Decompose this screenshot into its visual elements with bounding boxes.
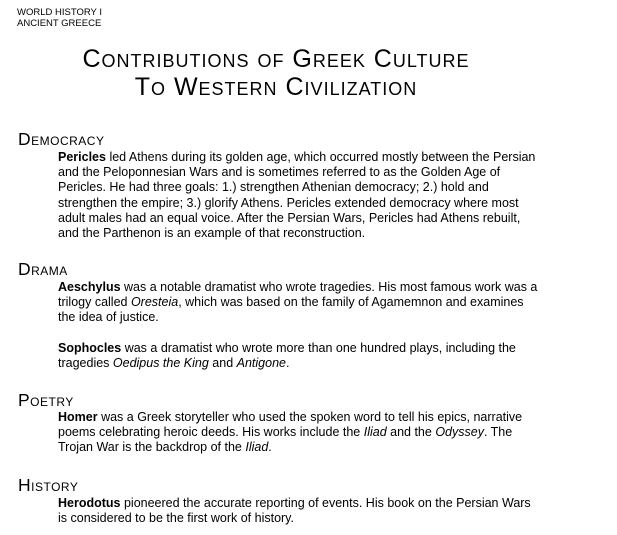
- text-homer-d: .: [268, 440, 272, 455]
- course-label: [17, 7, 102, 29]
- text-homer-c: . The Trojan War is the backdrop of the: [58, 425, 513, 455]
- work-antigone: Antigone: [236, 356, 286, 371]
- name-aeschylus: Aeschylus: [58, 280, 121, 294]
- name-homer: Homer: [58, 410, 98, 424]
- paragraph-sophocles: [58, 341, 543, 371]
- name-pericles: Pericles: [58, 150, 106, 164]
- section-heading-drama: Drama: [18, 259, 68, 279]
- text-pericles: led Athens during its golden age, which occurred mostly between the Persian and the Peloponnesian Wars and is sometimes referred to as the Golden Age of Pericles. He had three goals: 1.) strengthen Athenian democracy; 2.) hold and strengthen the empire; 3.) glorify Athens. Pericles extended democracy where most adult males had an equal voice. After the Persian Wars, Pericles had Athens rebuilt, and the Parthenon is an example of that reconstruction.: [58, 150, 536, 241]
- name-herodotus: Herodotus: [58, 496, 121, 510]
- text-aeschylus-a: was a notable dramatist who wrote tragedies. His most famous work was a trilogy called: [58, 280, 538, 310]
- section-heading-poetry: Poetry: [18, 390, 74, 410]
- section-heading-democracy: Democracy: [18, 129, 105, 149]
- text-homer-a: was a Greek storyteller who used the spoken word to tell his epics, narrative poems celebrating heroic deeds. His works include the: [58, 410, 523, 440]
- work-iliad: Iliad: [363, 425, 387, 440]
- paragraph-homer: [58, 410, 543, 456]
- course-line-1: WORLD HISTORY I: [17, 7, 102, 18]
- text-aeschylus-b: , which was based on the family of Agamemnon and examines the idea of justice.: [58, 295, 524, 325]
- paragraph-herodotus: [58, 496, 543, 526]
- work-oresteia: Oresteia: [130, 295, 179, 310]
- paragraph-aeschylus: [58, 280, 543, 326]
- work-iliad-2: Iliad: [245, 440, 269, 455]
- text-sophocles-b: and: [208, 356, 237, 371]
- paragraph-pericles: [58, 150, 543, 241]
- work-odyssey: Odyssey: [435, 425, 484, 440]
- page-title: [0, 45, 552, 101]
- name-sophocles: Sophocles: [58, 341, 122, 355]
- title-line-2: To Western Civilization: [134, 73, 418, 101]
- work-oedipus: Oedipus the King: [112, 356, 209, 371]
- course-line-2: ANCIENT GREECE: [17, 18, 102, 29]
- section-heading-history: History: [18, 475, 79, 495]
- title-line-1: Contributions of Greek Culture: [82, 45, 470, 73]
- text-homer-b: and the: [386, 425, 436, 440]
- text-herodotus: pioneered the accurate reporting of events. His book on the Persian Wars is considered to be the first work of history.: [58, 496, 531, 526]
- text-sophocles-c: .: [285, 356, 290, 371]
- text-sophocles-a: was a dramatist who wrote more than one hundred plays, including the tragedies: [58, 341, 516, 371]
